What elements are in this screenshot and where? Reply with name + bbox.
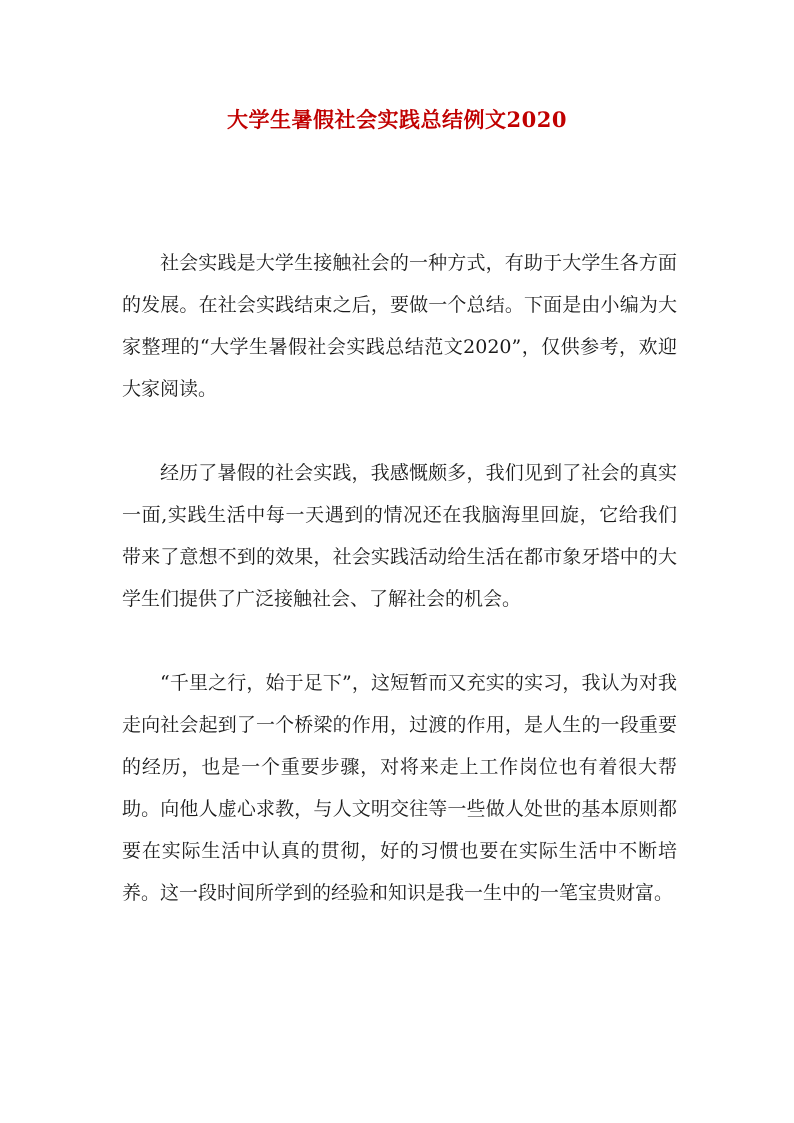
- document-title: 大学生暑假社会实践总结例文2020: [227, 107, 567, 132]
- document-body: [122, 242, 677, 914]
- paragraph-experience: 经历了暑假的社会实践，我感慨颇多，我们见到了社会的真实一面,实践生活中每一天遇到的情况还在我脑海里回旋，它给我们带来了意想不到的效果，社会实践活动给生活在都市象牙塔中的大学生们提供了广泛接触社会、了解社会的机会。: [122, 462, 677, 610]
- paragraph-intro: 社会实践是大学生接触社会的一种方式，有助于大学生各方面的发展。在社会实践结束之后，要做一个总结。下面是由小编为大家整理的“大学生暑假社会实践总结范文2020”，仅供参考，欢迎大家阅读。: [122, 252, 677, 400]
- paragraph-reflection: “千里之行，始于足下”，这短暂而又充实的实习，我认为对我走向社会起到了一个桥梁的作用，过渡的作用，是人生的一段重要的经历，也是一个重要步骤，对将来走上工作岗位也有着很大帮助。向他人虚心求教，与人文明交往等一些做人处世的基本原则都要在实际生活中认真的贯彻，好的习惯也要在实际生活中不断培养。这一段时间所学到的经验和知识是我一生中的一笔宝贵财富。: [122, 672, 677, 904]
